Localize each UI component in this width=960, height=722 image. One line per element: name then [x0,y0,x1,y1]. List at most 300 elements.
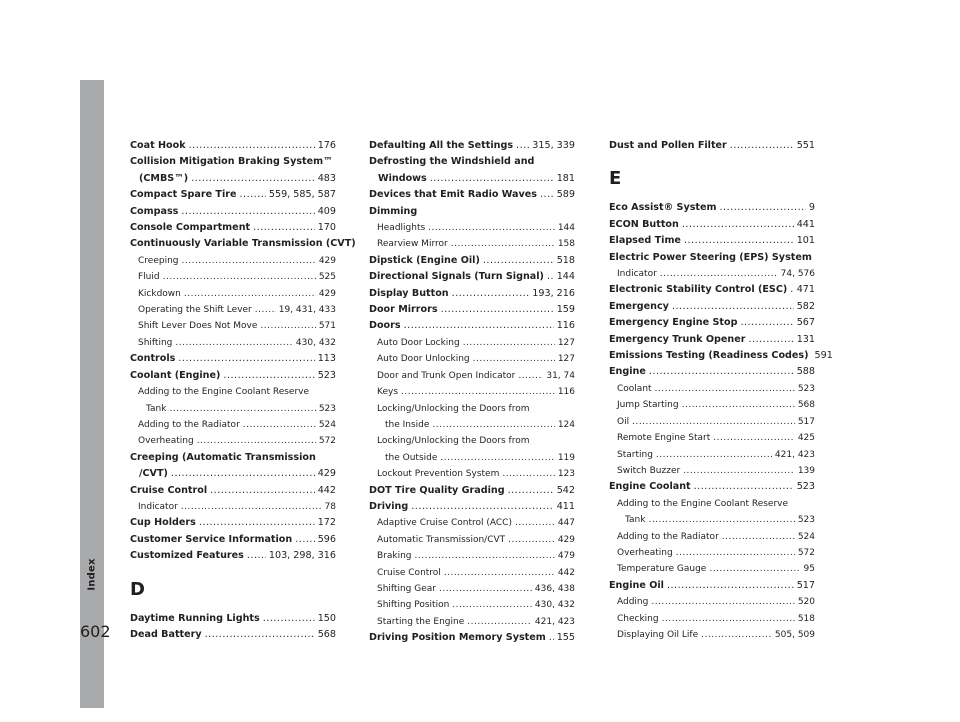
index-heading: Continuously Variable Transmission (CVT) [130,238,356,250]
index-heading: Defrosting the Windshield and [369,156,535,168]
leader-dots [684,233,794,249]
leader-dots [451,236,555,252]
section-letter-d: D [130,578,145,600]
entry-page-refs[interactable]: 119 [557,452,575,463]
index-subentry[interactable] [609,397,815,413]
entry-page-refs[interactable]: 429 [317,468,336,480]
leader-dots [223,368,314,384]
leader-dots [440,450,554,466]
leader-dots [181,499,322,515]
index-column-2 [369,138,575,647]
entry-term: Kickdown [138,288,181,299]
index-subentry[interactable] [130,269,336,285]
index-entry[interactable] [130,220,336,236]
index-heading: Electric Power Steering (EPS) System [609,251,812,263]
index-subheading: Adding to the Engine Coolant Reserve [138,387,310,398]
entry-term: Fluid [138,272,160,283]
index-subentry[interactable] [369,515,575,531]
index-subentry[interactable] [609,447,815,463]
index-entry[interactable] [369,630,575,646]
entry-term: Controls [130,353,176,365]
index-column-3 [609,138,833,643]
leader-dots [655,381,795,397]
entry-page-refs[interactable]: 158 [557,239,575,250]
leader-dots [239,187,265,203]
leader-dots [184,286,316,302]
entry-page-refs[interactable]: 523 [796,481,815,493]
entry-page-refs[interactable]: 589 [556,189,575,201]
entry-page-refs[interactable]: 517 [797,416,815,427]
entry-page-refs[interactable]: 139 [797,465,815,476]
entry-term: Indicator [617,269,657,280]
leader-dots [467,614,532,630]
index-entry[interactable] [130,187,336,203]
index-subentry[interactable] [609,430,815,446]
index-entry[interactable] [130,548,336,564]
leader-dots [667,578,794,594]
index-subentry[interactable] [609,463,815,479]
index-entry[interactable] [609,315,815,331]
index-subentry[interactable] [369,335,575,351]
entry-term: Emissions Testing (Readiness Codes) [609,350,809,362]
index-entry[interactable] [130,171,336,187]
index-entry[interactable] [369,483,575,499]
leader-dots [444,565,555,581]
entry-term: Compact Spare Tire [130,189,237,201]
entry-page-refs[interactable]: 572 [797,547,815,558]
leader-dots [676,545,795,561]
leader-dots [404,318,554,334]
index-subentry[interactable] [369,548,575,564]
entry-term: Cup Holders [130,517,196,529]
leader-dots [255,302,276,318]
index-entry[interactable] [369,187,575,203]
leader-dots [415,548,555,564]
index-subentry[interactable] [609,611,815,627]
leader-dots [182,253,316,269]
entry-page-refs[interactable]: 170 [317,222,336,234]
entry-term: Adding to the Radiator [138,419,240,430]
index-entry[interactable] [130,532,336,548]
leader-dots [722,529,795,545]
entry-page-refs[interactable]: 74, 576 [780,269,815,280]
entry-term: Engine Oil [609,579,664,591]
index-entry[interactable] [609,299,815,315]
entry-page-refs[interactable]: 523 [317,369,336,381]
leader-dots [171,466,315,482]
entry-term: Console Compartment [130,222,251,234]
entry-term: Door Mirrors [369,304,438,316]
leader-dots [452,286,530,302]
entry-page-refs[interactable]: 517 [796,579,815,591]
index-subentry[interactable] [369,384,575,400]
entry-page-refs[interactable]: 155 [556,632,575,644]
entry-page-refs[interactable]: 421, 423 [774,449,815,460]
entry-term: Door and Trunk Open Indicator [377,370,516,381]
leader-dots [502,466,554,482]
index-entry[interactable] [369,318,575,334]
entry-term: Compass [130,205,179,217]
index-entry[interactable] [369,499,575,515]
index-heading: Collision Mitigation Braking System™ [130,156,333,168]
entry-page-refs[interactable]: 524 [797,531,815,542]
index-subentry[interactable] [130,401,336,417]
entry-term: Creeping [138,255,179,266]
index-entry[interactable] [369,302,575,318]
entry-page-refs[interactable]: 591 [814,350,833,362]
entry-page-refs[interactable]: 430, 432 [295,337,336,348]
entry-page-refs[interactable]: 181 [556,172,575,184]
entry-term: Devices that Emit Radio Waves [369,189,537,201]
entry-term: Electronic Stability Control (ESC) [609,284,788,296]
entry-page-refs[interactable]: 430, 432 [534,600,575,611]
entry-term: Headlights [377,223,426,234]
index-entry[interactable] [609,578,815,594]
entry-page-refs[interactable]: 421, 423 [534,616,575,627]
index-subentry[interactable] [609,266,815,282]
index-entry[interactable] [609,282,815,298]
index-entry[interactable] [609,479,815,495]
entry-term: Adding [617,597,649,608]
leader-dots [197,433,316,449]
index-side-tab [80,80,104,708]
index-subheading: Locking/Unlocking the Doors from [377,436,530,447]
entry-term: Engine Coolant [609,481,691,493]
entry-page-refs[interactable]: 441 [796,218,815,230]
index-subentry[interactable] [609,594,815,610]
entry-term: Braking [377,551,412,562]
entry-page-refs[interactable]: 588 [796,366,815,378]
index-subentry[interactable] [130,417,336,433]
index-subentry[interactable] [369,466,575,482]
index-subentry[interactable] [369,417,575,433]
index-subentry[interactable] [369,236,575,252]
entry-term: Automatic Transmission/CVT [377,534,506,545]
index-entry[interactable] [609,200,815,216]
index-entry[interactable] [609,233,815,249]
leader-dots [432,417,554,433]
entry-term: Directional Signals (Turn Signal) [369,271,544,283]
entry-page-refs[interactable]: 429 [557,534,575,545]
index-block [609,200,833,643]
entry-page-refs[interactable]: 150 [317,612,336,624]
leader-dots [651,594,794,610]
entry-page-refs[interactable]: 524 [318,419,336,430]
entry-page-refs[interactable]: 116 [556,320,575,332]
entry-page-refs[interactable]: 95 [803,564,815,575]
entry-page-refs[interactable]: 479 [557,551,575,562]
index-subentry[interactable] [369,614,575,630]
entry-page-refs[interactable]: 144 [557,223,575,234]
entry-page-refs[interactable]: 127 [557,337,575,348]
entry-page-refs[interactable]: 78 [324,501,336,512]
index-entry[interactable] [369,171,575,187]
entry-page-refs[interactable]: 559, 585, 587 [268,189,336,201]
section-letter-e: E [609,168,622,190]
entry-page-refs[interactable]: 315, 339 [532,140,575,151]
leader-dots [660,266,778,282]
index-subentry[interactable] [130,433,336,449]
entry-term: DOT Tire Quality Grading [369,484,505,496]
entry-term: Shift Lever Does Not Move [138,321,258,332]
entry-term: Emergency Trunk Opener [609,333,746,345]
entry-page-refs[interactable]: 542 [556,484,575,496]
entry-term: Jump Starting [617,400,679,411]
entry-page-refs[interactable]: 523 [318,403,336,414]
entry-term: Auto Door Unlocking [377,354,470,365]
entry-page-refs[interactable]: 442 [557,567,575,578]
index-subentry[interactable] [369,597,575,613]
index-subentry[interactable] [609,414,815,430]
index-heading: Dimming [369,205,418,217]
index-entry[interactable] [609,364,815,380]
index-entry[interactable] [130,204,336,220]
entry-page-refs[interactable]: 425 [797,433,815,444]
index-entry[interactable] [609,217,815,233]
index-entry[interactable] [609,348,833,364]
index-subentry[interactable] [130,286,336,302]
entry-page-refs[interactable]: 113 [317,353,336,365]
leader-dots [540,187,554,203]
entry-term: Starting the Engine [377,616,465,627]
page-number: 602 [80,622,111,641]
leader-dots [205,627,315,643]
leader-dots [178,351,314,367]
index-subentry[interactable] [369,581,575,597]
index-block [369,138,575,647]
entry-page-refs[interactable]: 483 [317,172,336,184]
entry-term: (CMBS™) [139,172,189,184]
entry-page-refs[interactable]: 518 [556,254,575,266]
leader-dots [430,171,554,187]
entry-page-refs[interactable]: 123 [557,469,575,480]
entry-term: Driving [369,500,409,512]
entry-page-refs[interactable]: 159 [556,304,575,316]
index-subentry[interactable] [130,318,336,334]
entry-page-refs[interactable]: 568 [797,400,815,411]
entry-term: Customized Features [130,550,244,562]
index-entry[interactable] [369,286,575,302]
entry-term: Rearview Mirror [377,239,448,250]
entry-page-refs[interactable]: 505, 509 [774,629,815,640]
entry-page-refs[interactable]: 520 [797,597,815,608]
index-heading: Creeping (Automatic Transmission [130,451,316,463]
index-entry[interactable] [369,138,575,154]
index-subentry[interactable] [369,532,575,548]
leader-dots [452,597,532,613]
entry-term: Dust and Pollen Filter [609,140,727,151]
leader-dots [518,368,543,384]
entry-page-refs[interactable]: 103, 298, 316 [268,550,336,562]
index-subentry[interactable] [369,565,575,581]
entry-page-refs[interactable]: 551 [796,140,815,151]
entry-page-refs[interactable]: 9 [808,202,815,214]
leader-dots [648,512,794,528]
entry-page-refs[interactable]: 582 [796,300,815,312]
leader-dots [260,318,315,334]
index-entry[interactable] [130,368,336,384]
leader-dots [263,611,315,627]
entry-term: Temperature Gauge [617,564,707,575]
index-entry[interactable] [130,483,336,499]
entry-term: Emergency Engine Stop [609,317,738,329]
index-block [609,138,815,154]
entry-term: Auto Door Locking [377,337,460,348]
entry-term: /CVT) [139,468,168,480]
entry-term: Checking [617,613,659,624]
entry-page-refs[interactable]: 193, 216 [532,287,575,299]
entry-page-refs[interactable]: 176 [317,140,336,151]
index-block [130,611,336,644]
index-subentry[interactable] [369,450,575,466]
index-subentry[interactable] [369,351,575,367]
entry-page-refs[interactable]: 429 [318,255,336,266]
leader-dots [547,269,554,285]
entry-page-refs[interactable]: 572 [318,436,336,447]
entry-term: the Outside [385,452,438,463]
leader-dots [411,499,553,515]
entry-page-refs[interactable]: 172 [317,517,336,529]
entry-page-refs[interactable]: 436, 438 [534,583,575,594]
index-subentry[interactable] [369,220,575,236]
entry-page-refs[interactable]: 523 [797,515,815,526]
entry-term: Starting [617,449,653,460]
entry-term: Customer Service Information [130,533,293,545]
index-entry[interactable] [130,466,336,482]
entry-page-refs[interactable]: 447 [557,518,575,529]
leader-dots [516,138,529,154]
entry-page-refs[interactable]: 411 [556,500,575,512]
entry-term: Coolant [617,383,652,394]
entry-page-refs[interactable]: 596 [317,533,336,545]
entry-term: Defaulting All the Settings [369,140,514,151]
entry-page-refs[interactable]: 442 [317,484,336,496]
leader-dots [243,417,316,433]
entry-page-refs[interactable]: 116 [557,387,575,398]
index-subentry[interactable] [609,512,815,528]
leader-dots [730,138,794,154]
entry-term: Emergency [609,300,669,312]
entry-page-refs[interactable]: 127 [557,354,575,365]
index-entry[interactable] [130,138,336,154]
entry-page-refs[interactable]: 19, 431, 433 [278,305,336,316]
leader-dots [483,253,554,269]
leader-dots [662,611,795,627]
entry-term: Shifting Gear [377,583,436,594]
entry-term: Eco Assist® System [609,202,717,214]
leader-dots [672,299,794,315]
leader-dots [683,463,795,479]
entry-term: Tank [146,403,167,414]
index-subentry[interactable] [130,335,336,351]
entry-page-refs[interactable]: 471 [796,284,815,296]
entry-page-refs[interactable]: 568 [317,628,336,640]
leader-dots [401,384,555,400]
entry-page-refs[interactable]: 567 [796,317,815,329]
index-subentry[interactable] [609,381,815,397]
index-subentry[interactable] [369,368,575,384]
index-entry[interactable] [369,269,575,285]
entry-term: Overheating [617,547,673,558]
leader-dots [740,315,793,331]
entry-page-refs[interactable]: 571 [318,321,336,332]
entry-term: Overheating [138,436,194,447]
entry-term: Driving Position Memory System [369,632,546,644]
index-subentry[interactable] [609,529,815,545]
leader-dots [441,302,554,318]
entry-page-refs[interactable]: 523 [797,383,815,394]
index-subheading: Locking/Unlocking the Doors from [377,403,530,414]
leader-dots [473,351,555,367]
entry-term: Display Button [369,287,449,299]
entry-page-refs[interactable]: 429 [318,288,336,299]
entry-page-refs[interactable]: 518 [797,613,815,624]
entry-page-refs[interactable]: 525 [318,272,336,283]
index-entry[interactable] [130,627,336,643]
entry-term: Dead Battery [130,628,202,640]
index-subentry[interactable] [609,561,815,577]
index-entry[interactable] [130,515,336,531]
leader-dots [210,483,315,499]
entry-term: Daytime Running Lights [130,612,260,624]
entry-page-refs[interactable]: 124 [557,419,575,430]
leader-dots [713,430,795,446]
index-entry[interactable] [369,253,575,269]
entry-page-refs[interactable]: 31, 74 [546,370,575,381]
index-column-1 [130,138,356,643]
leader-dots [508,532,555,548]
leader-dots [720,200,806,216]
entry-term: Lockout Prevention System [377,469,500,480]
leader-dots [295,532,314,548]
leader-dots [549,630,554,646]
index-entry[interactable] [130,611,336,627]
entry-term: Displaying Oil Life [617,629,699,640]
entry-page-refs[interactable]: 131 [796,333,815,345]
entry-page-refs[interactable]: 144 [556,271,575,283]
leader-dots [189,138,315,154]
leader-dots [515,515,555,531]
leader-dots [439,581,532,597]
leader-dots [632,414,795,430]
leader-dots [175,335,293,351]
entry-page-refs[interactable]: 101 [796,235,815,247]
entry-term: Shifting [138,337,173,348]
index-subheading: Adding to the Engine Coolant Reserve [617,498,789,509]
leader-dots [701,627,772,643]
index-subentry[interactable] [130,302,336,318]
index-subentry[interactable] [130,499,336,515]
entry-term: ECON Button [609,218,679,230]
index-subentry[interactable] [609,627,815,643]
leader-dots [253,220,315,236]
leader-dots [694,479,794,495]
index-entry[interactable] [609,138,815,154]
index-entry[interactable] [609,332,815,348]
entry-term: Indicator [138,501,178,512]
entry-term: Keys [377,387,399,398]
entry-term: Elapsed Time [609,235,681,247]
entry-term: Adaptive Cruise Control (ACC) [377,518,512,529]
entry-term: Oil [617,416,630,427]
entry-term: Tank [625,515,646,526]
index-subentry[interactable] [609,545,815,561]
leader-dots [649,364,794,380]
entry-page-refs[interactable]: 409 [317,205,336,217]
index-entry[interactable] [130,351,336,367]
entry-term: Coat Hook [130,140,186,151]
index-subentry[interactable] [130,253,336,269]
